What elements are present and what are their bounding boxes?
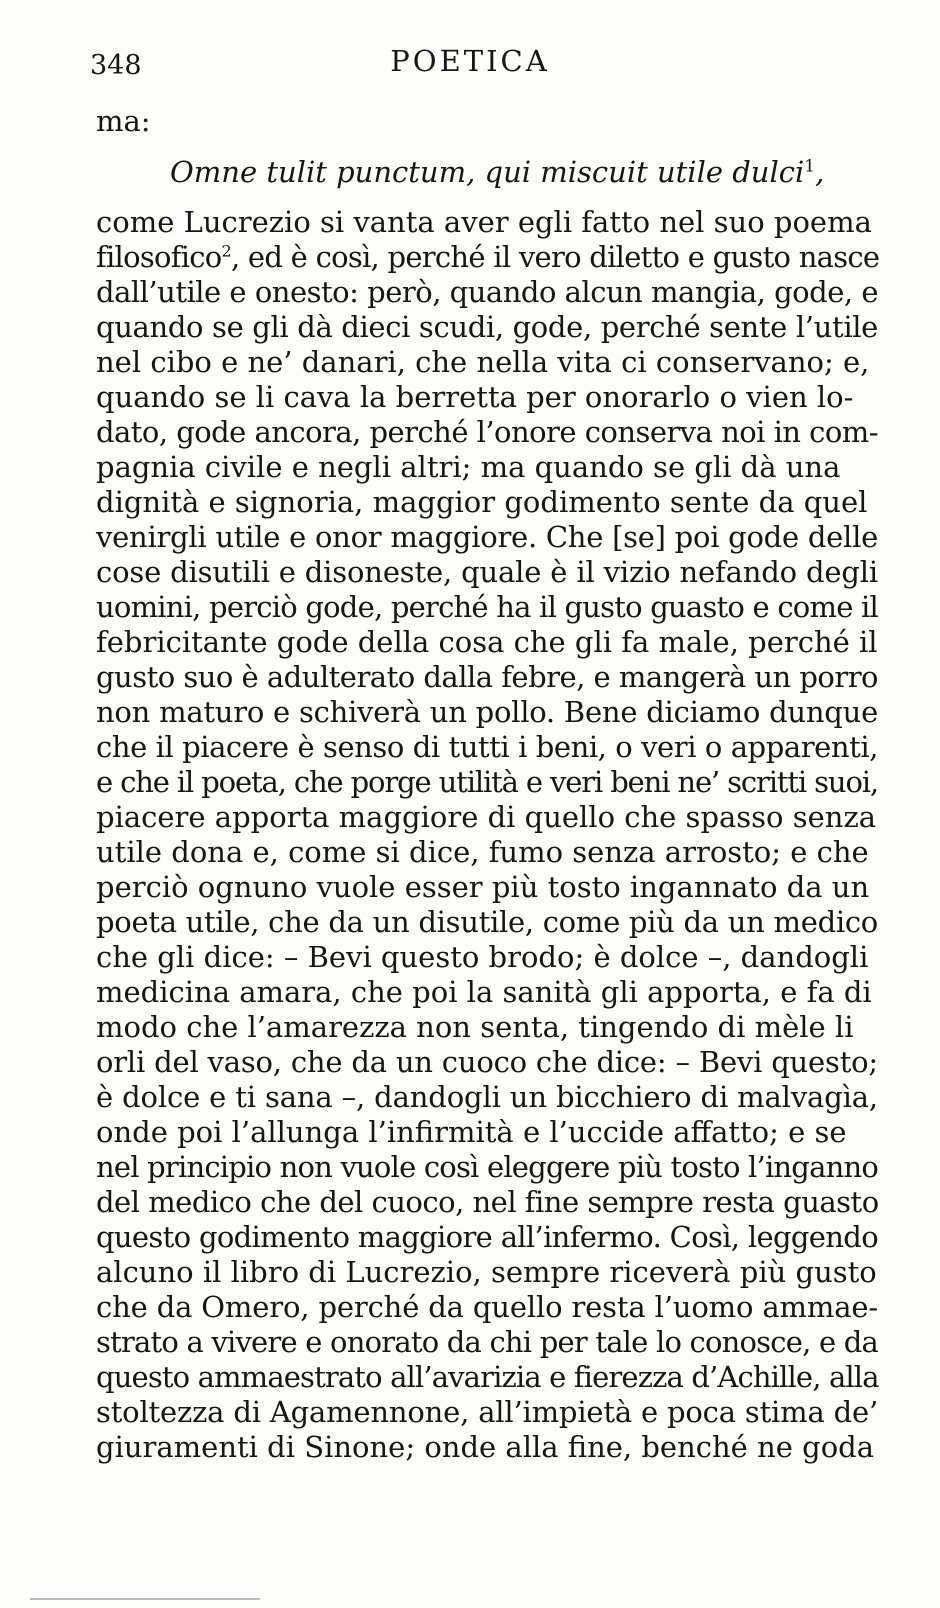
text-line <box>96 975 878 1010</box>
text-line <box>96 765 878 800</box>
body-paragraph <box>96 205 878 1465</box>
running-title: POETICA <box>390 44 550 78</box>
line-text: del medico che del cuoco, nel fine sempre resta guasto <box>96 1185 879 1219</box>
page-number: 348 <box>90 50 142 81</box>
line-text: che gli dice: – Bevi questo brodo; è dolce –, dandogli <box>96 940 869 974</box>
latin-verse-quote <box>170 155 824 189</box>
text-line <box>96 1395 878 1430</box>
line-text: onde poi l’allunga l’infirmità e l’uccide affatto; e se <box>96 1115 847 1149</box>
text-line <box>96 940 878 975</box>
page-header <box>0 44 940 84</box>
line-text: giuramenti di Sinone; onde alla fine, benché ne goda <box>96 1430 875 1464</box>
line-text: strato a vivere e onorato da chi per tale lo conosce, e da <box>96 1325 878 1359</box>
line-text: modo che l’amarezza non senta, tingendo di mèle li <box>96 1010 854 1044</box>
text-line <box>96 905 878 940</box>
text-line <box>96 205 878 240</box>
text-line <box>96 240 878 275</box>
text-line <box>96 380 878 415</box>
verse-text: Omne tulit punctum, qui miscuit utile dulci <box>170 155 805 189</box>
text-line <box>96 520 878 555</box>
text-line <box>96 1220 878 1255</box>
line-text: perciò ognuno vuole esser più tosto ingannato da un <box>96 870 870 904</box>
footnote-marker: 2 <box>221 241 231 261</box>
line-text: dato, gode ancora, perché l’onore conserva noi in com- <box>96 415 878 449</box>
text-line <box>96 1010 878 1045</box>
line-text: medicina amara, che poi la sanità gli apporta, e fa di <box>96 975 872 1009</box>
line-text: alcuno il libro di Lucrezio, sempre riceverà più gusto <box>96 1255 877 1289</box>
line-text: come Lucrezio si vanta aver egli fatto nel suo poema <box>96 205 872 239</box>
verse-punctuation: , <box>815 155 825 189</box>
text-line <box>96 345 878 380</box>
text-line <box>96 1430 878 1465</box>
line-text: cose disutili e disoneste, quale è il vizio nefando degli <box>96 555 878 589</box>
line-text: utile dona e, come si dice, fumo senza arrosto; e che <box>96 835 869 869</box>
text-line <box>96 415 878 450</box>
text-line <box>96 1115 878 1150</box>
line-text: orli del vaso, che da un cuoco che dice: – Bevi questo; <box>96 1045 878 1079</box>
text-line <box>96 695 878 730</box>
text-line <box>96 870 878 905</box>
line-text: uomini, perciò gode, perché ha il gusto guasto e come il <box>96 590 878 624</box>
line-text: poeta utile, che da un disutile, come più da un medico <box>96 905 878 939</box>
text-line <box>96 1150 878 1185</box>
text-line <box>96 660 878 695</box>
text-line <box>96 310 878 345</box>
text-line <box>96 590 878 625</box>
line-text: piacere apporta maggiore di quello che spasso senza <box>96 800 877 834</box>
line-text: febricitante gode della cosa che gli fa male, perché il <box>96 625 878 659</box>
text-line <box>96 275 878 310</box>
text-line <box>96 450 878 485</box>
text-line <box>96 730 878 765</box>
line-text: quando se li cava la berretta per onorarlo o vien lo- <box>96 380 854 414</box>
line-text: che il piacere è senso di tutti i beni, o veri o apparenti, <box>96 730 878 764</box>
line-text: e che il poeta, che porge utilità e veri beni ne’ scritti suoi, <box>96 765 878 799</box>
line-text: nel cibo e ne’ danari, che nella vita ci conservano; e, <box>96 345 870 379</box>
text-line <box>96 1185 878 1220</box>
text-line <box>96 555 878 590</box>
line-text: dall’utile e onesto: però, quando alcun mangia, gode, e <box>96 275 878 309</box>
text-line <box>96 1255 878 1290</box>
text-line <box>96 1325 878 1360</box>
text-line <box>96 1045 878 1080</box>
line-text: quando se gli dà dieci scudi, gode, perché sente l’utile <box>96 310 878 344</box>
text-line <box>96 485 878 520</box>
line-text: è dolce e ti sana –, dandogli un bicchiero di malvagìa, <box>96 1080 878 1114</box>
text-line <box>96 835 878 870</box>
line-text: che da Omero, perché da quello resta l’uomo ammae- <box>96 1290 878 1324</box>
line-text: pagnia civile e negli altri; ma quando se gli dà una <box>96 450 841 484</box>
line-text-rest: , ed è così, perché il vero diletto e gusto nasce <box>230 240 880 274</box>
text-line <box>96 1360 878 1395</box>
text-line <box>96 800 878 835</box>
line-text: questo ammaestrato all’avarizia e fierezza d’Achille, alla <box>96 1360 879 1394</box>
line-text: venirgli utile e onor maggiore. Che [se] poi gode delle <box>96 520 878 554</box>
line-text: nel principio non vuole così eleggere più tosto l’inganno <box>96 1150 878 1184</box>
line-text: gusto suo è adulterato dalla febre, e mangerà un porro <box>96 660 879 694</box>
text-line <box>96 1080 878 1115</box>
text-line <box>96 1290 878 1325</box>
text-line <box>96 625 878 660</box>
line-text: filosofico <box>96 240 222 274</box>
page-edge-rule <box>30 1598 260 1600</box>
intro-text: ma: <box>96 104 151 138</box>
line-text: stoltezza di Agamennone, all’impietà e poca stima de’ <box>96 1395 878 1429</box>
line-text: non maturo e schiverà un pollo. Bene diciamo dunque <box>96 695 878 729</box>
line-text: questo godimento maggiore all’infermo. Così, leggendo <box>96 1220 878 1254</box>
line-text: dignità e signoria, maggior godimento sente da quel <box>96 485 868 519</box>
footnote-marker: 1 <box>804 156 816 177</box>
